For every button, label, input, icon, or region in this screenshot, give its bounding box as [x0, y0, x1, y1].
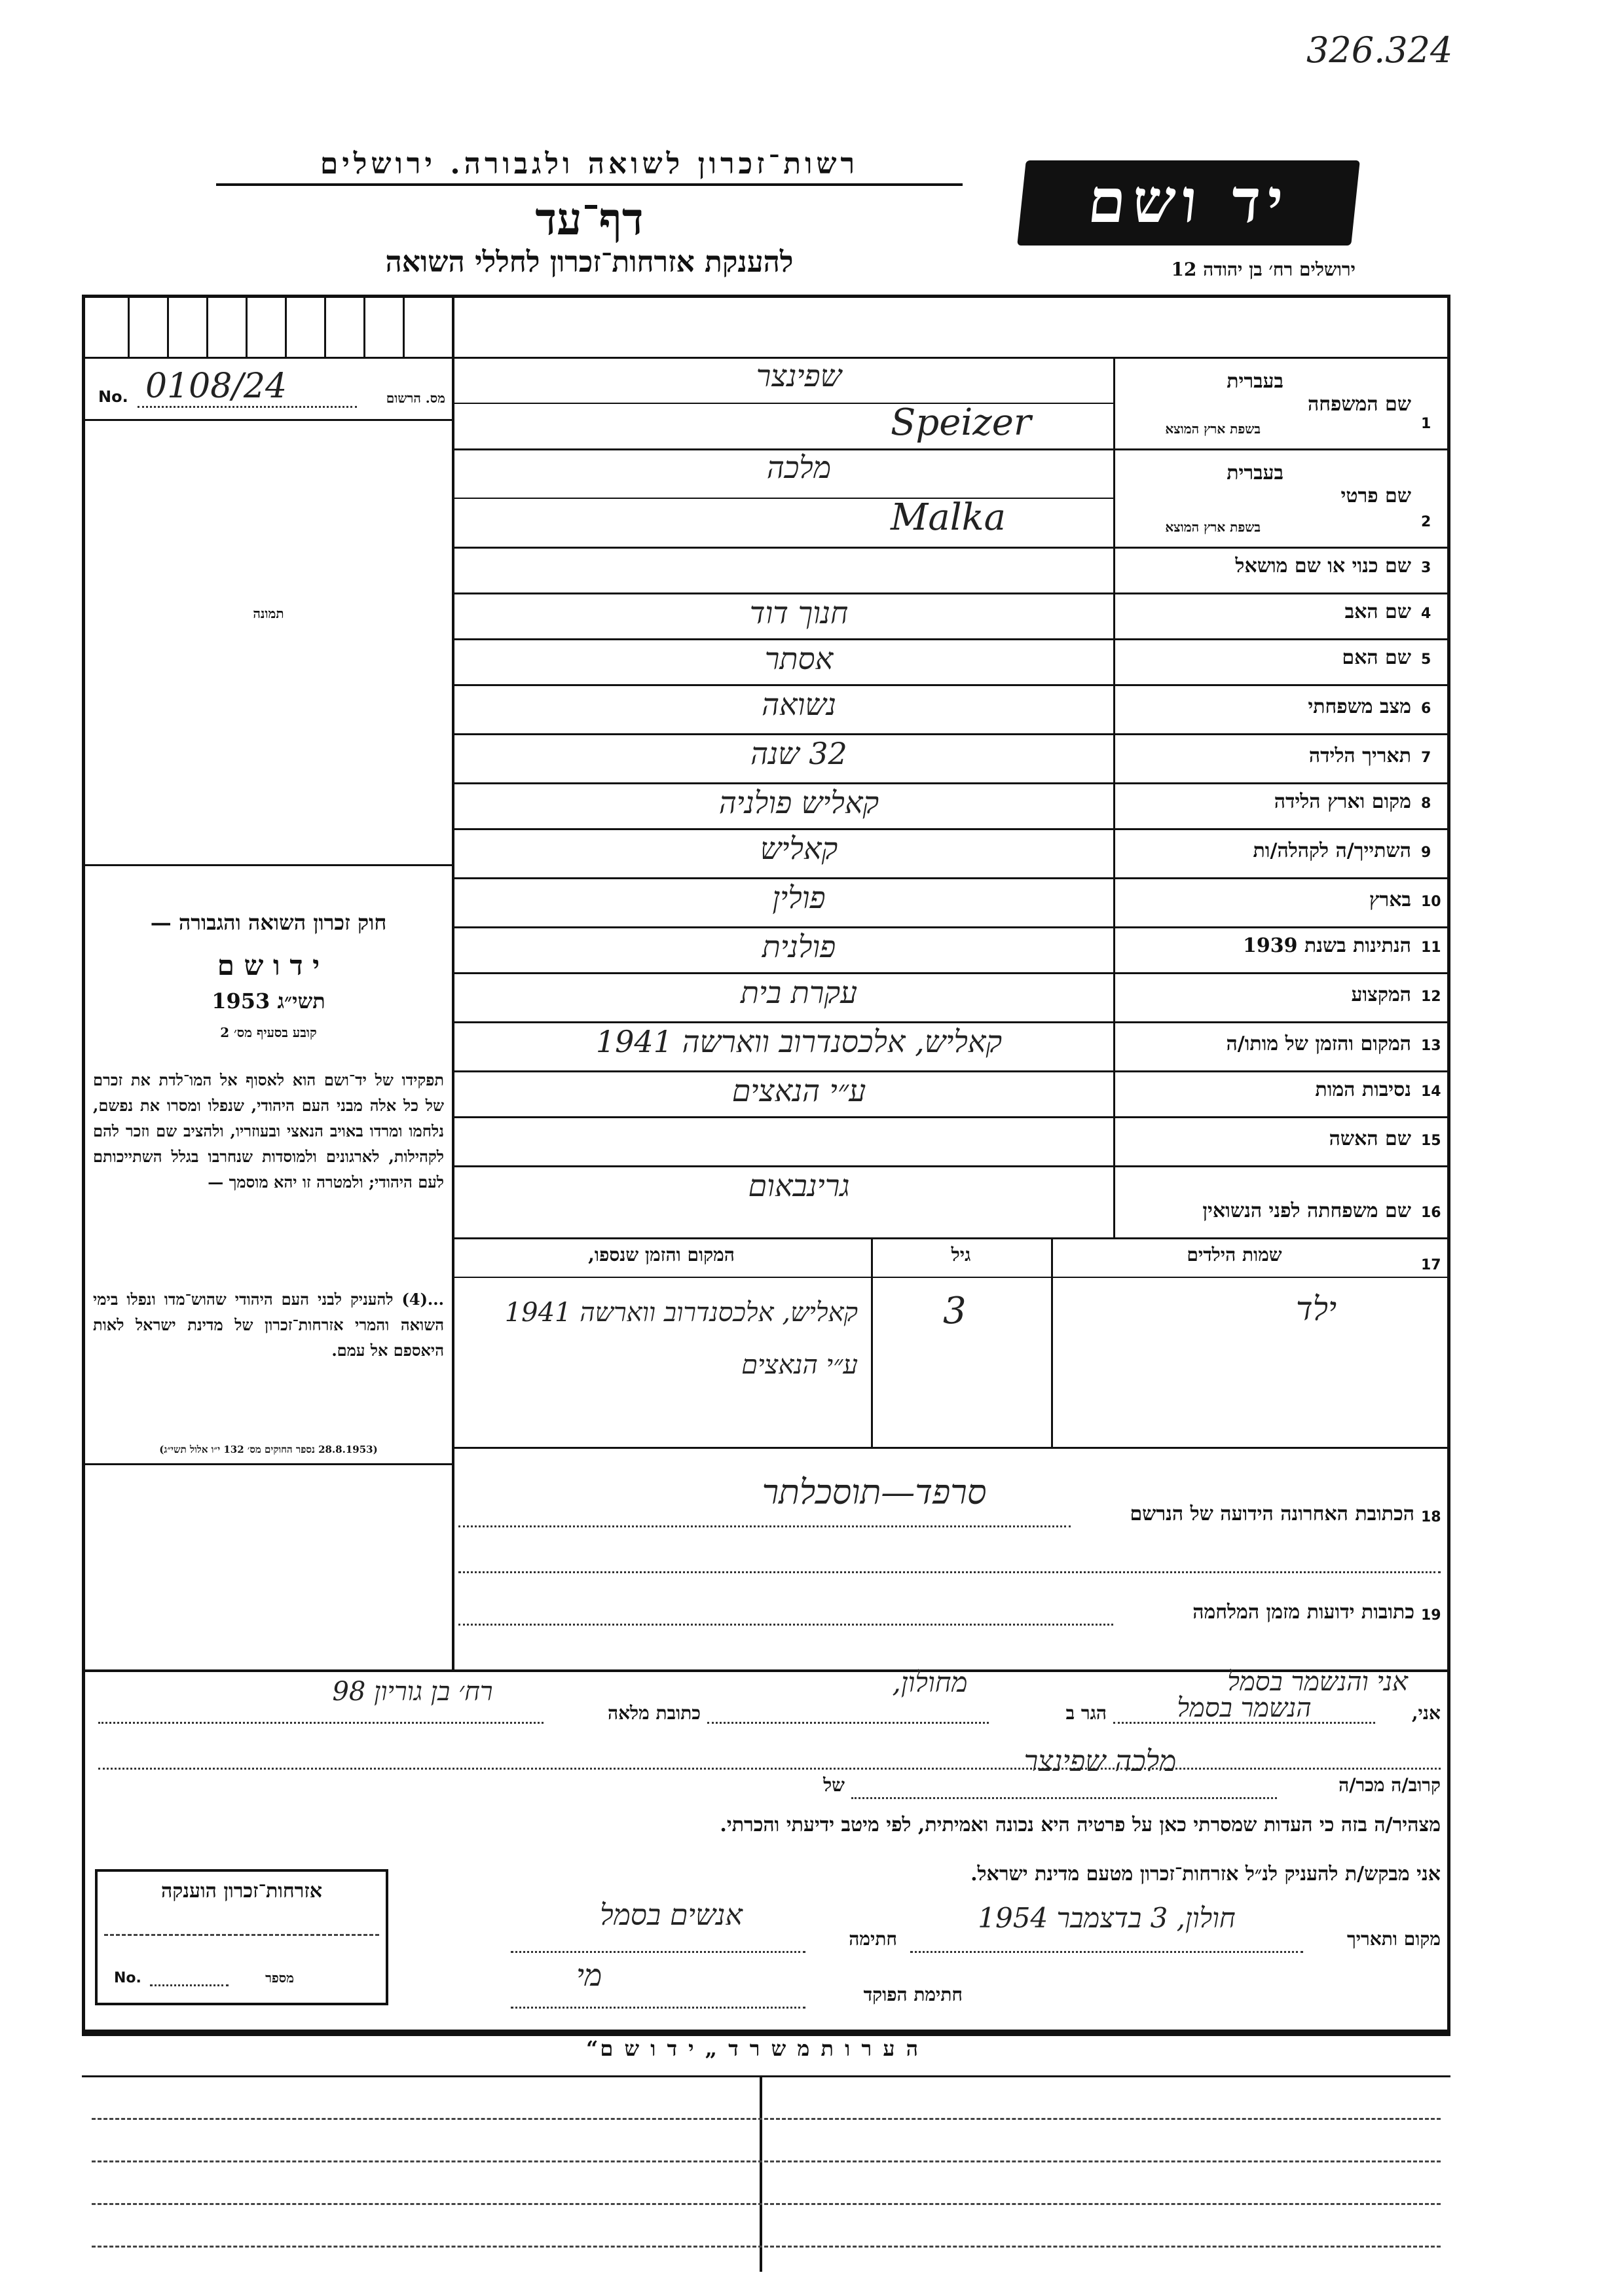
place-date-value: חולון, 3 בדצמבר 1954 — [978, 1902, 1236, 1934]
children-col-age: גיל — [951, 1244, 971, 1266]
field-4-num: 4 — [1421, 606, 1431, 622]
field-11-num: 11 — [1421, 939, 1441, 956]
field-7-label: תאריך הלידה — [1308, 744, 1411, 767]
field-2-sub-hebrew: בעברית — [1227, 462, 1283, 484]
field-7-num: 7 — [1421, 750, 1431, 766]
citizenship-box-no: No. — [114, 1970, 141, 1986]
resident-label: הגר ב — [1065, 1702, 1107, 1724]
full-address-value: רח׳ בן גוריון 98 — [332, 1677, 493, 1707]
field-12-value: עקרת בית — [740, 975, 858, 1010]
logo — [1017, 160, 1360, 246]
last-address-label: הכתובת האחרונה הידועה של הנרשם — [1130, 1503, 1414, 1525]
field-4-value: חנוך דוד — [749, 595, 849, 630]
declarant-name: הנשמר בסמל — [1177, 1693, 1312, 1723]
last-address-num: 18 — [1421, 1509, 1441, 1525]
field-1-label: שם המשפחה — [1307, 393, 1411, 416]
children-num: 17 — [1421, 1257, 1441, 1273]
field-3-num: 3 — [1421, 560, 1431, 576]
child-place: קאליש, אלכסנדרוב ווארשה 1941 ע״י הנאצים — [504, 1298, 858, 1380]
field-1-value: שפינצר — [756, 358, 842, 393]
field-12-num: 12 — [1421, 989, 1441, 1005]
law-title: חוק זכרון השואה והגבורה — — [150, 910, 387, 935]
field-6-value: נשואה — [762, 687, 836, 722]
law-clause: קובע בסעיף מס׳ 2 — [220, 1025, 317, 1040]
field-9-label: השתייך/ה לקהלה/ות — [1253, 839, 1411, 862]
field-8-label: מקום וארץ הלידה — [1274, 790, 1411, 813]
field-1-num: 1 — [1421, 416, 1431, 432]
official-value: מי — [576, 1958, 602, 1993]
law-year: תשי״ג 1953 — [212, 989, 325, 1013]
field-1-value-origin: Speizer — [891, 401, 1031, 444]
form-title: דף־עד — [535, 193, 644, 246]
field-14-label: נסיבות המות — [1315, 1078, 1411, 1101]
relation-value: מלכה שפינצר — [1024, 1745, 1177, 1778]
photo-label: תמונה — [253, 606, 284, 621]
authority-title: רשות־זכרון לשואה ולגבורה. ירושלים — [216, 147, 963, 186]
official-label: חתימת הפוקד — [863, 1984, 963, 2005]
field-16-value: גרינבאום — [748, 1168, 850, 1203]
declarant-name-2: אני והנשמר בסמל — [1227, 1667, 1408, 1697]
field-1-sub-origin: בשפת ארץ המוצא — [1165, 421, 1261, 437]
field-10-value: פולין — [772, 880, 826, 915]
field-15-label: שם האשה — [1329, 1127, 1411, 1150]
signature-value: אנשים בסמל — [600, 1899, 743, 1932]
field-3-label: שם כנוי או שם מושאל — [1235, 555, 1411, 577]
field-5-value: אסתר — [764, 641, 834, 676]
citizenship-box-number-label: מספר — [265, 1970, 294, 1986]
field-5-label: שם האם — [1342, 646, 1411, 669]
field-6-label: מצב משפחתי — [1308, 695, 1411, 718]
war-addresses-label: כתובות ידועות מזמן המלחמה — [1192, 1601, 1414, 1624]
war-addresses-num: 19 — [1421, 1607, 1441, 1624]
registration-no-label: No. — [98, 388, 128, 406]
field-2-value-origin: Malka — [891, 496, 1006, 539]
field-13-value: קאליש, אלכסנדרוב ווארשה 1941 — [595, 1024, 1003, 1059]
relation-label: קרוב/ה מכר/ה — [1338, 1774, 1441, 1796]
law-footnote: (28.8.1953 נספר החוקים מס׳ 132 י״ו אלול תשי״ג) — [159, 1444, 378, 1455]
field-7-value: 32 שנה — [750, 736, 847, 771]
signature-label: חתימה — [849, 1928, 897, 1950]
last-address-value: סרפד—תוסכלתר — [762, 1473, 987, 1512]
law-paragraph-1: תפקידו של יד־ושם הוא לאסוף אל המו־לדת את זכרם של כל אלה מבני העם היהודי, שנפלו ומסרו את נפשם, נלחמו ומרדו באויב הנאצי ובעוזריו, ולהציב שם וזכר להם לקהילות, לארגונים ולמוסדות שנחרבו בגלל השתייכותם לעם היהודי; ולמטרה זו יהא מוסמך — — [93, 1070, 444, 1192]
field-16-num: 16 — [1421, 1205, 1441, 1221]
field-2-sub-origin: בשפת ארץ המוצא — [1165, 519, 1261, 535]
place-date-label: מקום ותאריך — [1346, 1928, 1441, 1950]
declaration-ani: אני, — [1411, 1702, 1441, 1724]
field-1-sub-hebrew: בעברית — [1227, 370, 1283, 393]
field-9-num: 9 — [1421, 845, 1431, 861]
field-14-num: 14 — [1421, 1084, 1441, 1100]
full-address-label: כתובת מלאה — [607, 1702, 701, 1724]
field-11-label: הנתינות בשנת 1939 — [1242, 934, 1411, 957]
relation-of: של — [823, 1774, 845, 1796]
field-10-num: 10 — [1421, 894, 1441, 910]
field-6-num: 6 — [1421, 701, 1431, 717]
children-col-names: שמות הילדים — [1187, 1244, 1282, 1266]
field-16-label: שם משפחתה לפני הנשואין — [1202, 1199, 1411, 1222]
archive-number: 326.324 — [1306, 29, 1453, 71]
field-14-value: ע״י הנאצים — [731, 1073, 866, 1108]
field-2-value: מלכה — [766, 450, 832, 485]
field-8-num: 8 — [1421, 795, 1431, 812]
field-15-num: 15 — [1421, 1133, 1441, 1149]
child-age: 3 — [943, 1290, 967, 1332]
declaration-statement: מצהיר/ה בזה כי העדות שמסרתי כאן על פרטיה היא נכונה ואמיתית, לפי מיטב ידיעתי והכרתי. — [720, 1813, 1441, 1836]
field-13-num: 13 — [1421, 1038, 1441, 1054]
children-col-place: המקום והזמן שנספו, — [588, 1244, 735, 1266]
law-name: י ד ו ש ם — [217, 949, 320, 981]
field-2-label: שם פרטי — [1340, 484, 1411, 507]
registration-number: 0108/24 — [145, 367, 287, 406]
citizenship-box — [95, 1869, 388, 2005]
registration-label: מס. הרשום — [386, 390, 445, 406]
field-11-value: פולנית — [762, 929, 836, 964]
form-subtitle: להענקת אזרחות־זכרון לחללי השואה — [385, 246, 794, 279]
field-12-label: המקצוע — [1351, 983, 1411, 1006]
field-5-num: 5 — [1421, 651, 1431, 668]
declaration-request: אני מבקש/ת להעניק לנ״ל אזרחות־זכרון מטעם מדינת ישראל. — [970, 1863, 1441, 1886]
logo-address: ירושלים רח׳ בן יהודה 12 — [1171, 259, 1356, 280]
child-name: ילד — [1295, 1290, 1337, 1328]
field-9-value: קאליש — [760, 831, 838, 866]
logo-text: יד ושם — [1084, 166, 1293, 236]
citizenship-box-title: אזרחות־זכרון הוענקה — [160, 1880, 323, 1903]
field-13-label: המקום והזמן של מותו/ה — [1226, 1032, 1411, 1055]
field-2-num: 2 — [1421, 514, 1431, 530]
registration-row — [98, 367, 445, 412]
resident-value: מחולון, — [892, 1666, 968, 1698]
office-remarks-title: ה ע ר ו ת מ ש ר ד „ י ד ו ש ם“ — [585, 2036, 921, 2061]
law-paragraph-2: ...(4) להעניק לבני העם היהודי שהוש־מדו ונפלו בימי השואה והמרי אזרחות־זכרון של מדינת ישראל לאות היאספם אל עמם. — [93, 1290, 444, 1360]
field-8-value: קאליש פולניה — [718, 785, 879, 820]
field-10-label: בארץ — [1369, 888, 1411, 911]
field-4-label: שם האב — [1344, 600, 1411, 623]
